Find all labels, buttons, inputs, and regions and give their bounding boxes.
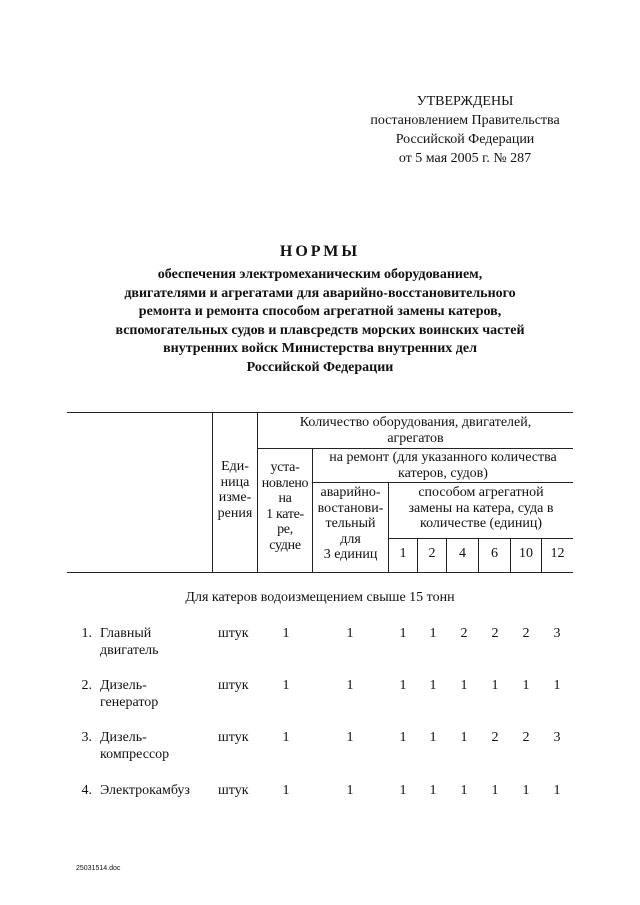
row-emergency: 1 — [346, 730, 354, 745]
for-repair-header: на ремонт (для указанного количества катеров, судов) — [329, 450, 557, 481]
row-name: Дизель- компрессор — [100, 730, 170, 762]
row-value: 1 — [429, 626, 437, 641]
row-number: 1. — [81, 626, 92, 641]
count-header: 1 — [399, 546, 407, 561]
row-value: 1 — [553, 678, 561, 693]
row-value: 1 — [491, 678, 499, 693]
row-value: 1 — [522, 678, 530, 693]
row-unit: штук — [218, 626, 249, 641]
subtitle-line: ремонта и ремонта способом агрегатной замены катеров, — [138, 304, 502, 319]
row-unit: штук — [218, 678, 249, 693]
row-value: 1 — [460, 783, 468, 798]
document-title: НОРМЫ — [279, 243, 361, 260]
row-value: 2 — [491, 626, 499, 641]
row-value: 1 — [522, 783, 530, 798]
row-emergency: 1 — [346, 678, 354, 693]
approval-line-3: Российской Федерации — [395, 132, 535, 147]
row-value: 1 — [460, 730, 468, 745]
row-installed: 1 — [282, 730, 290, 745]
grid-line — [257, 448, 573, 449]
unit-header: Еди- ница изме- рения — [217, 459, 253, 521]
row-name: Главный двигатель — [100, 626, 159, 658]
emergency-header: аварийно- востанови- тельный для 3 единиц — [317, 485, 384, 562]
document-subtitle — [60, 266, 580, 377]
subtitle-line: Российской Федерации — [246, 359, 394, 375]
row-value: 1 — [399, 730, 407, 745]
approval-line-2: постановлением Правительства — [370, 113, 560, 128]
row-name: Электрокамбуз — [100, 783, 190, 798]
subtitle-line: внутренних войск Министерства внутренних дел — [163, 341, 477, 356]
row-value: 2 — [491, 730, 499, 745]
row-value: 1 — [429, 783, 437, 798]
grid-line — [312, 482, 573, 483]
row-value: 1 — [460, 678, 468, 693]
row-emergency: 1 — [346, 626, 354, 641]
row-number: 2. — [81, 678, 92, 693]
row-value: 3 — [553, 626, 561, 641]
row-value: 2 — [460, 626, 468, 641]
row-installed: 1 — [282, 783, 290, 798]
approval-heading: УТВЕРЖДЕНЫ — [416, 94, 514, 109]
table-bottom-rule — [67, 572, 573, 573]
subtitle-line: вспомогательных судов и плавсредств морских воинских частей — [115, 322, 525, 338]
count-header: 12 — [550, 546, 565, 561]
section-heading: Для катеров водоизмещением свыше 15 тонн — [185, 590, 455, 605]
quantity-header: Количество оборудования, двигателей, агрегатов — [299, 415, 532, 446]
count-header: 4 — [459, 546, 466, 561]
approval-line-4: от 5 мая 2005 г. № 287 — [398, 151, 532, 166]
count-header: 6 — [491, 546, 498, 561]
row-installed: 1 — [282, 626, 290, 641]
approval-block — [350, 92, 580, 168]
aggregate-header: способом агрегатной замены на катера, суда в количестве (единиц) — [408, 485, 554, 531]
row-unit: штук — [218, 783, 249, 798]
row-installed: 1 — [282, 678, 290, 693]
subtitle-line: двигателями и агрегатами для аварийно-восстановительного — [124, 285, 516, 301]
row-number: 4. — [81, 783, 92, 798]
count-header: 2 — [428, 546, 436, 561]
row-value: 1 — [429, 730, 437, 745]
row-value: 1 — [399, 626, 407, 641]
row-value: 1 — [491, 783, 499, 798]
row-value: 1 — [399, 678, 407, 693]
row-value: 1 — [429, 678, 437, 693]
row-emergency: 1 — [346, 783, 354, 798]
installed-header: уста- новлено на 1 кате- ре, судне — [261, 460, 309, 553]
row-number: 3. — [81, 730, 92, 745]
grid-line — [388, 538, 573, 539]
row-value: 1 — [399, 783, 407, 798]
row-value: 3 — [553, 730, 561, 745]
row-unit: штук — [218, 730, 249, 745]
row-value: 2 — [522, 626, 530, 641]
row-value: 1 — [553, 783, 561, 798]
file-name-footer: 25031514.doc — [76, 865, 121, 872]
subtitle-line: обеспечения электромеханическим оборудованием, — [157, 267, 483, 282]
row-name: Дизель- генератор — [100, 678, 159, 710]
count-header: 10 — [519, 546, 533, 561]
table-top-rule — [67, 412, 573, 413]
row-value: 2 — [522, 730, 530, 745]
